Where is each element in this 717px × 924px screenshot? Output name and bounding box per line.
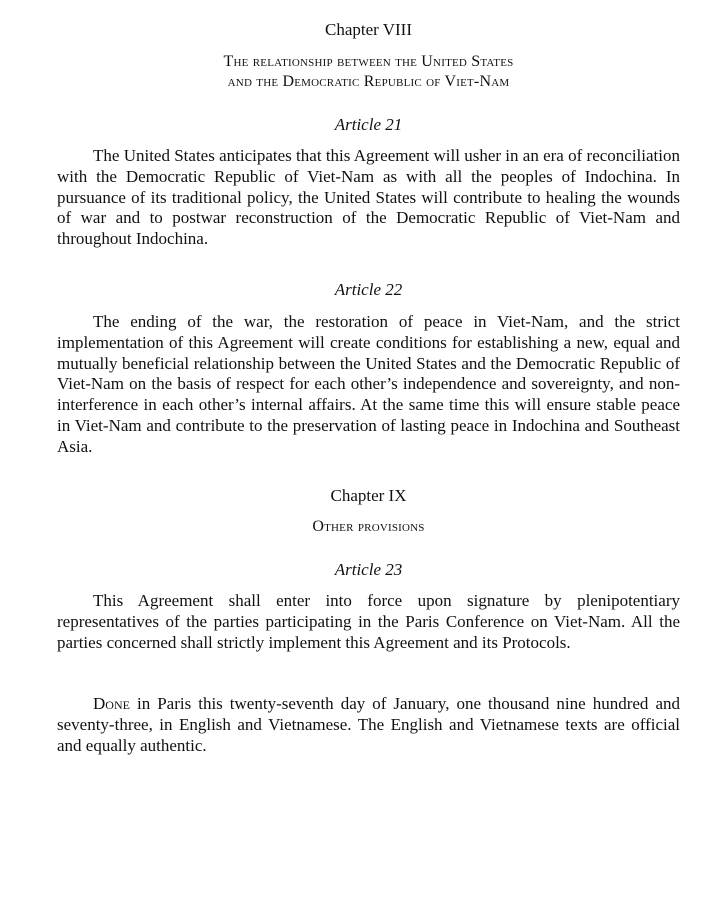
chapter-ix-heading: Chapter IX bbox=[330, 486, 407, 505]
chapter-viii-subtitle-line1: The relationship between the United States bbox=[223, 53, 514, 70]
done-word: Done bbox=[93, 694, 130, 713]
article-23-heading: Article 23 bbox=[334, 560, 403, 579]
chapter-ix-subtitle: Other provisions bbox=[312, 518, 425, 535]
article-22-heading: Article 22 bbox=[334, 280, 403, 299]
article-22-text: The ending of the war, the restoration of peace in Viet-Nam, and the strict implementation of this Agreement will create conditions for establishing a new, equal and mutually beneficial relationship between the United States and the Democratic Republic of Viet-Nam on the basis of respect for each other’s independence and sovereignty, and non-interference in each other’s internal affairs. At the same time this will ensure stable peace in Viet-Nam and contribute to the preservation of lasting peace in Indochina and Southeast Asia. bbox=[57, 312, 680, 456]
article-23-text: This Agreement shall enter into force upon signature by plenipotentiary representatives of the parties participating in the Paris Conference on Viet-Nam. All the parties concerned shall strictly implement this Agreement and its Protocols. bbox=[57, 591, 680, 652]
closing-text: in Paris this twenty-seventh day of January, one thousand nine hundred and seventy-three, in English and Vietnamese. The English and Vietnamese texts are official and equally authentic. bbox=[57, 694, 680, 755]
chapter-viii-subtitle-line2: and the Democratic Republic of Viet-Nam bbox=[227, 73, 510, 90]
article-21-heading: Article 21 bbox=[334, 115, 403, 134]
article-21-text: The United States anticipates that this Agreement will usher in an era of reconciliation with the Democratic Republic of Viet-Nam as with all the peoples of Indochina. In pursuance of its traditional policy, the United States will contribute to healing the wounds of war and to postwar reconstruction of the Democratic Republic of Viet-Nam and throughout Indochina. bbox=[57, 146, 680, 249]
closing-paragraph bbox=[57, 694, 680, 756]
chapter-viii-heading: Chapter VIII bbox=[324, 20, 413, 39]
